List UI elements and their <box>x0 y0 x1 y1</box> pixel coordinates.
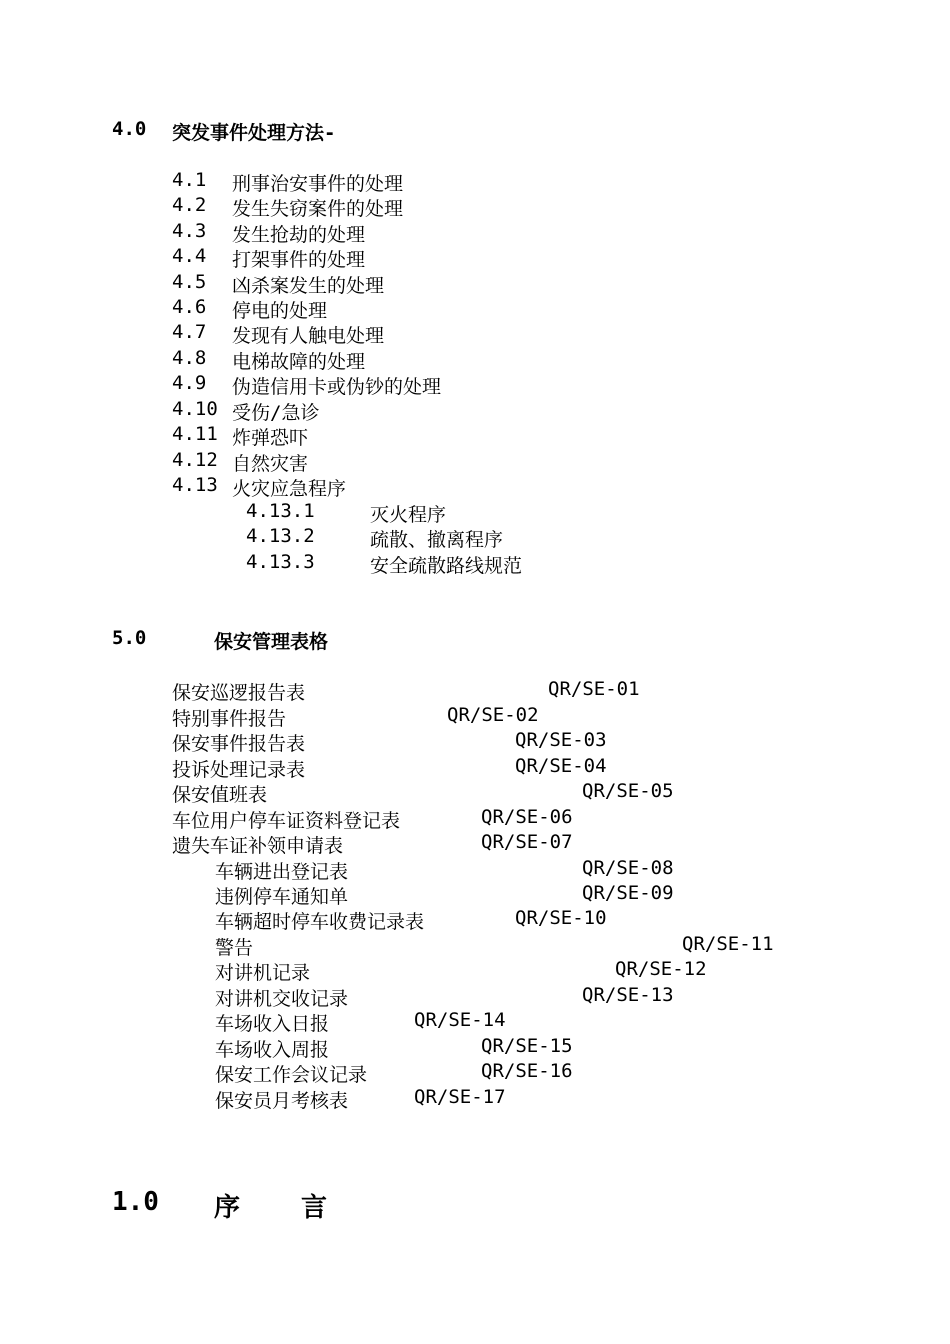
form-code: QR/SE-06 <box>481 806 573 828</box>
item-text: 发生抢劫的处理 <box>232 224 366 246</box>
item-text: 火灾应急程序 <box>232 478 347 500</box>
section-1-title-char: 言 <box>301 1193 328 1223</box>
item-number: 4.13 <box>172 474 218 496</box>
item-text: 凶杀案发生的处理 <box>232 275 385 297</box>
form-name: 警告 <box>215 937 254 959</box>
item-text: 刑事治安事件的处理 <box>232 173 404 195</box>
section-5-title: 保安管理表格 <box>214 631 329 653</box>
item-text: 停电的处理 <box>232 300 328 322</box>
item-number: 4.10 <box>172 398 218 420</box>
item-number: 4.11 <box>172 423 218 445</box>
form-code: QR/SE-16 <box>481 1060 573 1082</box>
item-text: 发现有人触电处理 <box>232 325 385 347</box>
form-name: 保安员月考核表 <box>215 1090 349 1112</box>
form-name: 车辆超时停车收费记录表 <box>215 911 425 933</box>
form-name: 车位用户停车证资料登记表 <box>172 810 401 832</box>
subitem-text: 灭火程序 <box>370 504 447 526</box>
form-code: QR/SE-09 <box>582 882 674 904</box>
form-name: 遗失车证补领申请表 <box>172 835 344 857</box>
form-name: 保安工作会议记录 <box>215 1064 368 1086</box>
form-name: 对讲机交收记录 <box>215 988 349 1010</box>
form-name: 投诉处理记录表 <box>172 759 306 781</box>
section-1-number: 1.0 <box>112 1187 159 1217</box>
item-text: 打架事件的处理 <box>232 249 366 271</box>
item-number: 4.1 <box>172 169 207 191</box>
form-name: 车场收入周报 <box>215 1039 330 1061</box>
form-code: QR/SE-04 <box>515 755 607 777</box>
item-text: 伪造信用卡或伪钞的处理 <box>232 376 442 398</box>
section-1-title-char: 序 <box>214 1193 241 1223</box>
section-5-number: 5.0 <box>112 627 147 649</box>
form-code: QR/SE-07 <box>481 831 573 853</box>
section-4-number: 4.0 <box>112 118 147 140</box>
form-code: QR/SE-14 <box>414 1009 506 1031</box>
item-number: 4.4 <box>172 245 207 267</box>
subitem-number: 4.13.2 <box>246 525 315 547</box>
item-number: 4.9 <box>172 372 207 394</box>
section-4-title: 突发事件处理方法- <box>172 122 336 144</box>
form-name: 车场收入日报 <box>215 1013 330 1035</box>
subitem-text: 疏散、撤离程序 <box>370 529 504 551</box>
item-number: 4.12 <box>172 449 218 471</box>
subitem-number: 4.13.3 <box>246 551 315 573</box>
form-code: QR/SE-05 <box>582 780 674 802</box>
item-number: 4.8 <box>172 347 207 369</box>
form-name: 违例停车通知单 <box>215 886 349 908</box>
item-number: 4.2 <box>172 194 207 216</box>
form-code: QR/SE-10 <box>515 907 607 929</box>
item-text: 自然灾害 <box>232 453 309 475</box>
form-code: QR/SE-03 <box>515 729 607 751</box>
item-text: 电梯故障的处理 <box>232 351 366 373</box>
form-code: QR/SE-02 <box>447 704 539 726</box>
item-number: 4.7 <box>172 321 207 343</box>
form-code: QR/SE-01 <box>548 678 640 700</box>
form-code: QR/SE-08 <box>582 857 674 879</box>
form-name: 保安事件报告表 <box>172 733 306 755</box>
item-text: 受伤/急诊 <box>232 402 320 424</box>
item-number: 4.6 <box>172 296 207 318</box>
form-name: 对讲机记录 <box>215 962 311 984</box>
form-name: 保安巡逻报告表 <box>172 682 306 704</box>
item-text: 炸弹恐吓 <box>232 427 309 449</box>
form-name: 特别事件报告 <box>172 708 287 730</box>
form-name: 保安值班表 <box>172 784 268 806</box>
form-code: QR/SE-13 <box>582 984 674 1006</box>
item-number: 4.3 <box>172 220 207 242</box>
form-name: 车辆进出登记表 <box>215 861 349 883</box>
item-text: 发生失窃案件的处理 <box>232 198 404 220</box>
item-number: 4.5 <box>172 271 207 293</box>
subitem-number: 4.13.1 <box>246 500 315 522</box>
form-code: QR/SE-11 <box>682 933 774 955</box>
form-code: QR/SE-12 <box>615 958 707 980</box>
form-code: QR/SE-17 <box>414 1086 506 1108</box>
form-code: QR/SE-15 <box>481 1035 573 1057</box>
subitem-text: 安全疏散路线规范 <box>370 555 523 577</box>
